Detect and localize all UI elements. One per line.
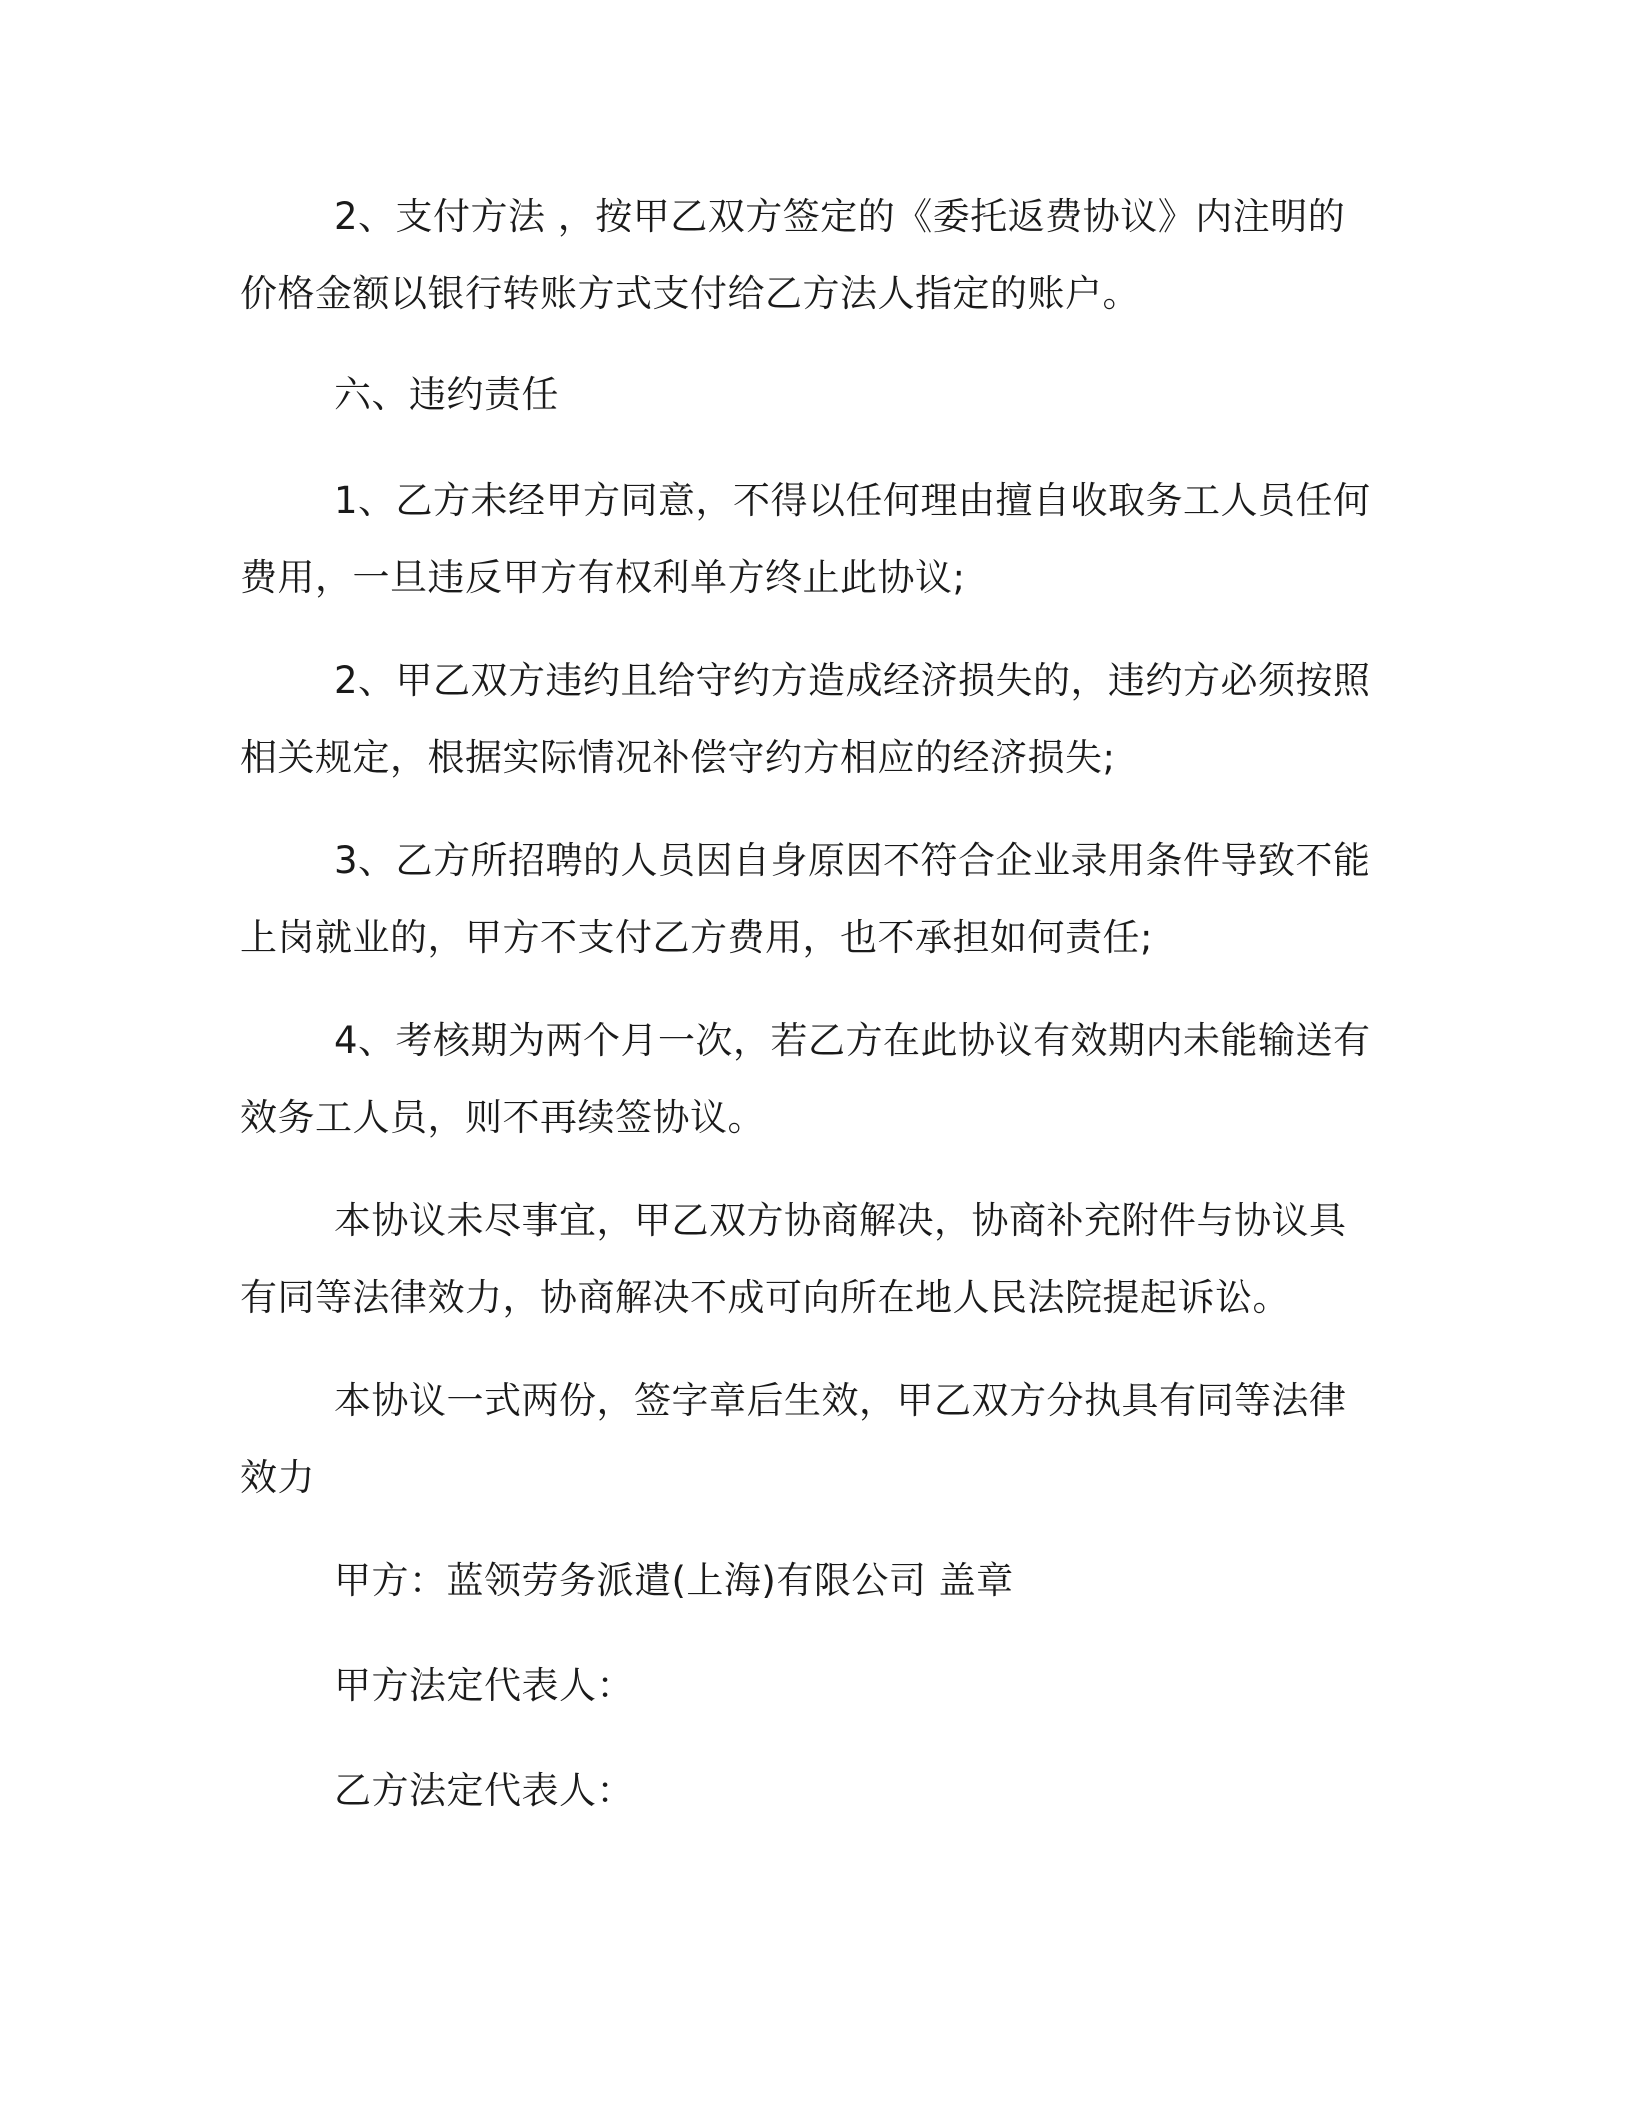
breach-clause-4: 4、考核期为两个月一次，若乙方在此协议有效期内未能输送有效务工人员，则不再续签协议。 <box>240 1019 1371 1139</box>
payment-method-paragraph: 2、支付方法 ，按甲乙双方签定的《委托返费协议》内注明的价格金额以银行转账方式支付给乙方法人指定的账户。 <box>240 195 1346 315</box>
breach-clause-2: 2、甲乙双方违约且给守约方造成经济损失的，违约方必须按照相关规定，根据实际情况补偿守约方相应的经济损失; <box>240 659 1371 779</box>
section-heading-breach-liability: 六、违约责任 <box>334 373 559 416</box>
party-b-legal-representative: 乙方法定代表人： <box>334 1769 634 1812</box>
breach-clause-3: 3、乙方所招聘的人员因自身原因不符合企业录用条件导致不能上岗就业的，甲方不支付乙方费用，也不承担如何责任; <box>240 839 1371 959</box>
unresolved-matters-paragraph: 本协议未尽事宜，甲乙双方协商解决，协商补充附件与协议具有同等法律效力，协商解决不成可向所在地人民法院提起诉讼。 <box>240 1199 1347 1319</box>
copies-effectiveness-paragraph: 本协议一式两份，签字章后生效，甲乙双方分执具有同等法律效力 <box>240 1379 1347 1499</box>
party-a-signature-line: 甲方：蓝领劳务派遣(上海)有限公司 盖章 <box>334 1559 1014 1602</box>
breach-clause-1: 1、乙方未经甲方同意，不得以任何理由擅自收取务工人员任何费用，一旦违反甲方有权利单方终止此协议; <box>240 479 1371 599</box>
party-a-legal-representative: 甲方法定代表人： <box>334 1664 634 1707</box>
